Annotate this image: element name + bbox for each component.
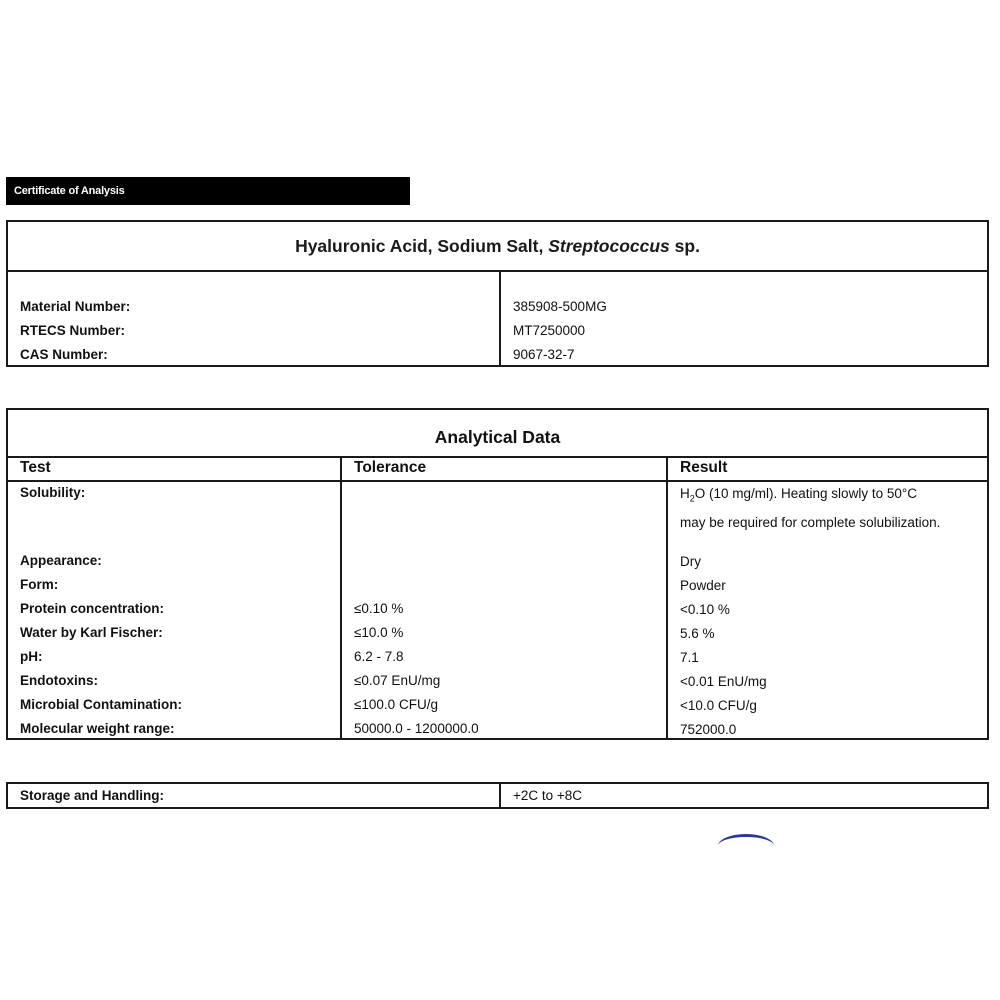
test-cell: Endotoxins:: [20, 673, 98, 688]
certificate-banner-label: Certificate of Analysis: [14, 185, 125, 197]
solubility-result-line2: may be required for complete solubilization.: [680, 514, 941, 530]
storage-handling-box: [6, 782, 989, 809]
test-cell: pH:: [20, 649, 43, 664]
test-cell: Microbial Contamination:: [20, 697, 182, 712]
solubility-result-prefix: H: [680, 486, 690, 501]
certificate-banner: [6, 177, 410, 205]
rtecs-number-label: RTECS Number:: [20, 323, 126, 338]
solubility-result-subscript: 2: [689, 493, 695, 504]
result-cell: Dry: [680, 554, 701, 569]
result-cell: 5.6 %: [680, 626, 715, 641]
product-name-italic: Streptococcus: [548, 236, 670, 256]
test-cell: Molecular weight range:: [20, 721, 175, 736]
logo-arc-icon: [718, 834, 774, 846]
identifier-grid: [8, 272, 987, 367]
product-name-plain: Hyaluronic Acid, Sodium Salt,: [295, 236, 549, 256]
material-number-row: [8, 299, 987, 323]
product-title: [8, 222, 987, 272]
result-cell: 752000.0: [680, 722, 737, 737]
cas-number-value: 9067-32-7: [513, 347, 575, 362]
cas-number-label: CAS Number:: [20, 347, 108, 362]
tolerance-cell: ≤0.07 EnU/mg: [354, 673, 441, 688]
tolerance-column-divider: [340, 458, 342, 738]
result-cell: <0.01 EnU/mg: [680, 674, 767, 689]
analytical-data-box: [6, 408, 989, 740]
product-info-box: [6, 220, 989, 367]
product-name-suffix: sp.: [669, 236, 700, 256]
storage-handling-label: Storage and Handling:: [20, 788, 165, 803]
test-column-header: Test: [20, 459, 51, 476]
result-column-divider: [666, 458, 668, 738]
tolerance-column-header: Tolerance: [354, 459, 427, 476]
test-cell: Appearance:: [20, 553, 102, 568]
analytical-data-title: Analytical Data: [8, 410, 987, 458]
tolerance-cell: ≤100.0 CFU/g: [354, 697, 438, 712]
material-number-label: Material Number:: [20, 299, 131, 314]
test-cell: Protein concentration:: [20, 601, 165, 616]
result-column-header: Result: [680, 459, 728, 476]
storage-handling-value: +2C to +8C: [513, 788, 583, 803]
tolerance-cell: ≤0.10 %: [354, 601, 404, 616]
rtecs-number-row: [8, 323, 987, 347]
test-cell: Form:: [20, 577, 59, 592]
rtecs-number-value: MT7250000: [513, 323, 586, 338]
material-number-value: 385908-500MG: [513, 299, 607, 314]
storage-divider: [499, 784, 501, 807]
tolerance-cell: 50000.0 - 1200000.0: [354, 721, 479, 736]
solubility-result-rest: O (10 mg/ml). Heating slowly to 50°C: [694, 486, 917, 501]
test-cell: Water by Karl Fischer:: [20, 625, 163, 640]
result-cell: Powder: [680, 578, 726, 593]
result-cell: <10.0 CFU/g: [680, 698, 757, 713]
cas-number-row: [8, 347, 987, 371]
tolerance-cell: 6.2 - 7.8: [354, 649, 404, 664]
solubility-result: [680, 485, 985, 532]
result-cell: 7.1: [680, 650, 699, 665]
solubility-test: Solubility:: [20, 485, 86, 500]
tolerance-cell: ≤10.0 %: [354, 625, 404, 640]
result-cell: <0.10 %: [680, 602, 730, 617]
table-header-row: [8, 458, 987, 482]
